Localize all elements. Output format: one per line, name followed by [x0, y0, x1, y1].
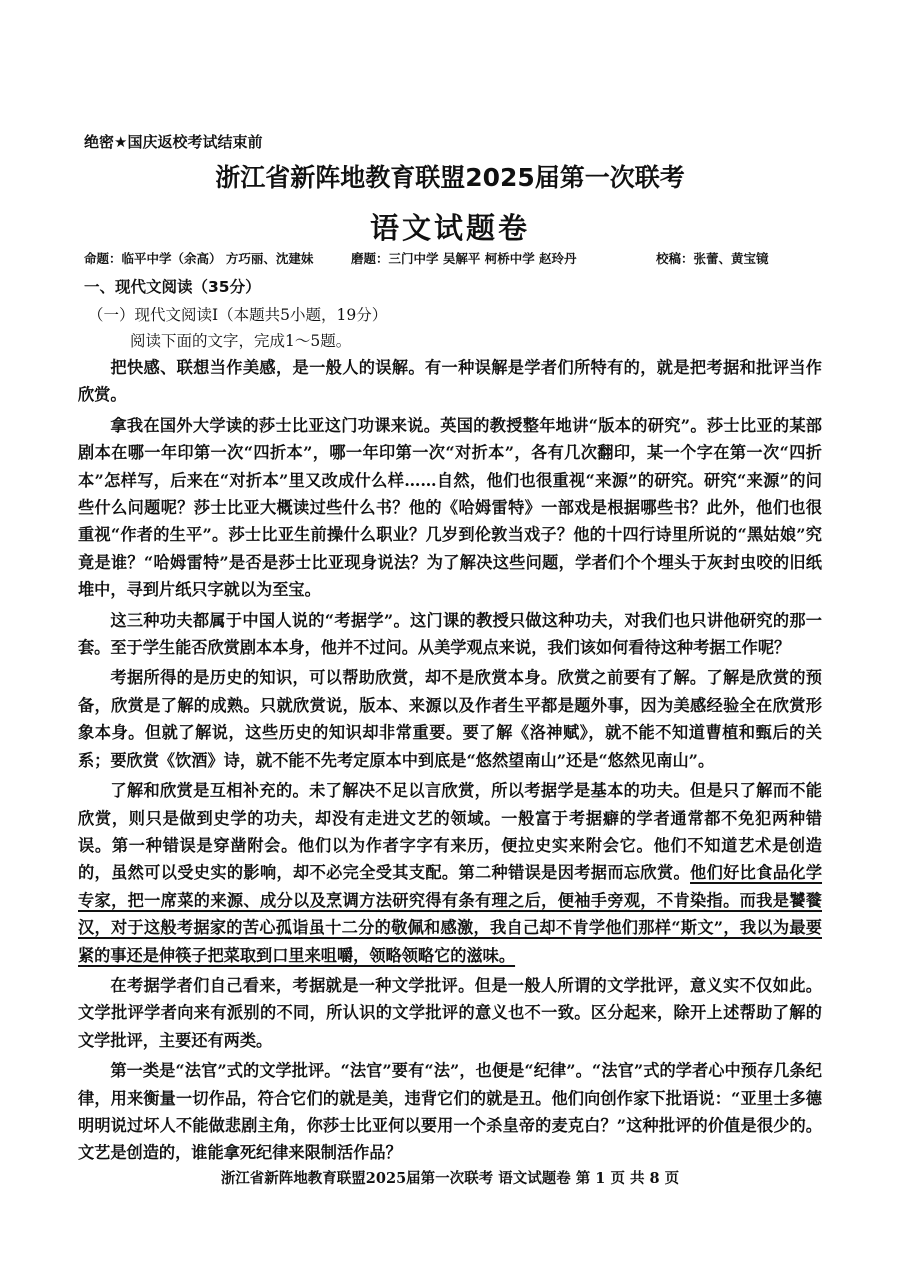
passage-paragraph-3: 这三种功夫都属于中国人说的“考据学”。这门课的教授只做这种功夫，对我们也只讲他研究的那一套。至于学生能否欣赏剧本本身，他并不过问。从美学观点来说，我们该如何看待这种考据工作呢？	[78, 610, 822, 658]
reading-passage	[78, 354, 822, 1170]
passage-paragraph-6: 在考据学者们自己看来，考据就是一种文学批评。但是一般人所谓的文学批评，意义实不仅如此。文学批评学者向来有派别的不同，所认识的文学批评的意义也不一致。区分起来，除开上述帮助了解的文学批评，主要还有两类。	[78, 975, 822, 1050]
passage-paragraph-5	[78, 777, 822, 969]
author-credit: 命题：临平中学（余高） 方巧丽、沈建妹	[84, 251, 314, 266]
passage-paragraph-7: 第一类是“法官”式的文学批评。“法官”要有“法”，也便是“纪律”。“法官”式的学者心中预存几条纪律，用来衡量一切作品，符合它们的就是美，违背它们的就是丑。他们向创作家下批语说：“亚里士多德明明说过坏人不能做悲剧主角，你莎士比亚何以要用一个杀皇帝的麦克白？”这种批评的价值是很少的。文艺是创造的，谁能拿死纪律来限制活作品？	[78, 1061, 822, 1163]
page-footer: 浙江省新阵地教育联盟2025届第一次联考 语文试题卷 第 1 页 共 8 页	[220, 1170, 680, 1187]
reviewer-credit: 磨题：三门中学 吴解平 柯桥中学 赵玲丹	[351, 251, 577, 266]
confidential-label: 绝密★国庆返校考试结束前	[84, 133, 263, 151]
underlined-sentence: 他们好比食品化学专家，把一席菜的来源、成分以及烹调方法研究得有条有理之后，便袖手旁观，不肯染指。而我是饕餮汉，对于这般考据家的苦心孤诣虽十二分的敬佩和感激，我自己却不肯学他们那样“斯文”，我以为最要紧的事还是伸筷子把菜取到口里来咀嚼，领略领略它的滋味。	[78, 863, 823, 965]
subsection-heading: （一）现代文阅读Ⅰ（本题共5小题，19分）	[88, 306, 388, 324]
paper-subtitle: 语文试题卷	[369, 211, 530, 245]
proofreader-credit: 校稿：张蕾、黄宝镜	[656, 251, 769, 266]
credits-line	[84, 249, 824, 267]
paragraph-5-text: 了解和欣赏是互相补充的。未了解决不足以言欣赏，所以考据学是基本的功夫。但是只了解而不能欣赏，则只是做到史学的功夫，却没有走进文艺的领域。一般富于考据癖的学者通常都不免犯两种错误。第一种错误是穿凿附会。他们以为作者字字有来历，便拉史实来附会它。他们不知道艺术是创造的，虽然可以受史实的影响，却不必完全受其支配。第二种错误是因考据而忘欣赏。	[78, 781, 822, 883]
passage-paragraph-2: 拿我在国外大学读的莎士比亚这门功课来说。英国的教授整年地讲“版本的研究”。莎士比亚的某部剧本在哪一年印第一次“四折本”，哪一年印第一次“对折本”，各有几次翻印，某一个字在第一次“四折本”怎样写，后来在“对折本”里又改成什么样……自然，他们也很重视“来源”的研究。研究“来源”的问些什么问题呢？莎士比亚大概读过些什么书？他的《哈姆雷特》一部戏是根据哪些书？此外，他们也很重视“作者的生平”。莎士比亚生前操什么职业？几岁到伦敦当戏子？他的十四行诗里所说的“黑姑娘”究竟是谁？“哈姆雷特”是否是莎士比亚现身说法？为了解决这些问题，学者们个个埋头于灰封虫咬的旧纸堆中，寻到片纸只字就以为至宝。	[78, 415, 822, 600]
exam-title: 浙江省新阵地教育联盟2025届第一次联考	[215, 163, 685, 192]
passage-paragraph-1: 把快感、联想当作美感，是一般人的误解。有一种误解是学者们所特有的，就是把考据和批评当作欣赏。	[78, 358, 822, 405]
section-heading: 一、现代文阅读（35分）	[84, 278, 261, 296]
passage-paragraph-4: 考据所得的是历史的知识，可以帮助欣赏，却不是欣赏本身。欣赏之前要有了解。了解是欣赏的预备，欣赏是了解的成熟。只就欣赏说，版本、来源以及作者生平都是题外事，因为美感经验全在欣赏形象本身。但就了解说，这些历史的知识却非常重要。要了解《洛神赋》，就不能不知道曹植和甄后的关系；要欣赏《饮酒》诗，就不能不先考定原本中到底是“悠然望南山”还是“悠然见南山”。	[78, 668, 822, 770]
reading-instruction: 阅读下面的文字，完成1～5题。	[130, 332, 352, 350]
